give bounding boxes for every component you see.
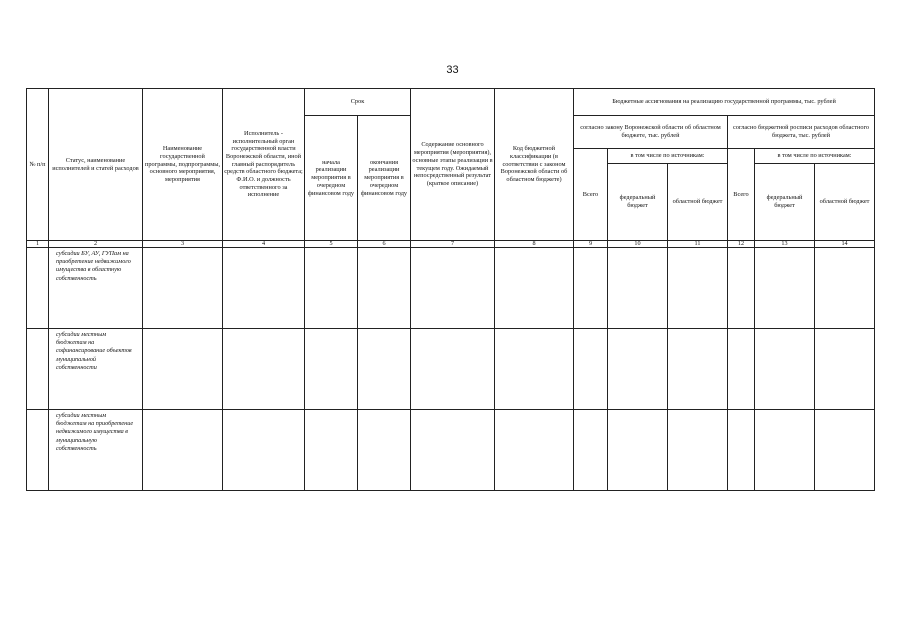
header-regional-roster: областной бюджет xyxy=(815,164,875,241)
column-number: 4 xyxy=(223,241,305,248)
column-number: 13 xyxy=(755,241,815,248)
column-number: 5 xyxy=(305,241,358,248)
table-cell xyxy=(728,410,755,491)
header-number: № п/п xyxy=(27,89,49,241)
header-federal-roster: федеральный бюджет xyxy=(755,164,815,241)
table-row xyxy=(27,248,875,329)
header-status: Статус, наименование исполнителей и статей расходов xyxy=(49,89,143,241)
column-number: 8 xyxy=(495,241,574,248)
table-cell xyxy=(815,329,875,410)
column-number: 1 xyxy=(27,241,49,248)
header-content: Содержание основного мероприятия (мероприятия), основные этапы реализации в текущем году. Ожидаемый непосредственный результат (краткое описание) xyxy=(411,89,495,241)
table-cell xyxy=(815,410,875,491)
header-budget-code: Код бюджетной классификации (в соответствии с законом Воронежской области об областном бюджете) xyxy=(495,89,574,241)
table-cell xyxy=(305,329,358,410)
table-cell xyxy=(223,329,305,410)
column-number: 6 xyxy=(358,241,411,248)
table-cell xyxy=(755,248,815,329)
header-by-roster: согласно бюджетной росписи расходов областного бюджета, тыс. рублей xyxy=(728,116,875,149)
header-total-roster: Всего xyxy=(728,149,755,241)
table-cell xyxy=(143,329,223,410)
table-cell xyxy=(495,248,574,329)
column-number: 7 xyxy=(411,241,495,248)
table-row xyxy=(27,329,875,410)
row-label: субсидии местным бюджетам на приобретение недвижимого имущества в муниципальную собственность xyxy=(49,410,143,491)
column-number: 10 xyxy=(608,241,668,248)
table-row xyxy=(27,410,875,491)
header-federal-law: федеральный бюджет xyxy=(608,164,668,241)
table-cell xyxy=(495,410,574,491)
header-budget-allocations: Бюджетные ассигнования на реализацию государственной программы, тыс. рублей xyxy=(574,89,875,116)
header-sources-law: в том числе по источникам: xyxy=(608,149,728,164)
header-executor: Исполнитель - исполнительный орган государственной власти Воронежской области, иной главный распорядитель средств областного бюджета; Ф.И.О. и должность ответственного за исполнение xyxy=(223,89,305,241)
header-end: окончания реализации мероприятия в очередном финансовом году xyxy=(358,116,411,241)
header-term: Срок xyxy=(305,89,411,116)
table-cell xyxy=(223,410,305,491)
header-total-law: Всего xyxy=(574,149,608,241)
row-label: субсидии местным бюджетам на софинансирование объектов муниципальной собственности xyxy=(49,329,143,410)
table-cell xyxy=(358,248,411,329)
table-cell xyxy=(755,410,815,491)
table-cell xyxy=(305,248,358,329)
table-cell xyxy=(411,329,495,410)
table-cell xyxy=(143,248,223,329)
table-cell xyxy=(574,248,608,329)
table-cell xyxy=(755,329,815,410)
column-number: 9 xyxy=(574,241,608,248)
table-cell xyxy=(574,410,608,491)
table-cell xyxy=(358,410,411,491)
table-cell xyxy=(815,248,875,329)
table-cell xyxy=(608,248,668,329)
header-start: начала реализации мероприятия в очередном финансовом году xyxy=(305,116,358,241)
table-cell xyxy=(728,248,755,329)
table-cell xyxy=(574,329,608,410)
column-number: 14 xyxy=(815,241,875,248)
table-cell xyxy=(668,248,728,329)
budget-table xyxy=(26,88,875,491)
column-number: 3 xyxy=(143,241,223,248)
table-cell xyxy=(728,329,755,410)
table-cell xyxy=(305,410,358,491)
table-cell xyxy=(358,329,411,410)
header-program-name: Наименование государственной программы, подпрограммы, основного мероприятия, мероприятия xyxy=(143,89,223,241)
header-by-law: согласно закону Воронежской области об областном бюджете, тыс. рублей xyxy=(574,116,728,149)
table-cell xyxy=(27,248,49,329)
column-number: 11 xyxy=(668,241,728,248)
header-regional-law: областной бюджет xyxy=(668,164,728,241)
table-cell xyxy=(411,410,495,491)
column-number: 12 xyxy=(728,241,755,248)
table-cell xyxy=(608,329,668,410)
table-cell xyxy=(143,410,223,491)
table-cell xyxy=(668,329,728,410)
column-number: 2 xyxy=(49,241,143,248)
table-cell xyxy=(608,410,668,491)
table-cell xyxy=(223,248,305,329)
table-cell xyxy=(411,248,495,329)
table-cell xyxy=(27,410,49,491)
table-cell xyxy=(27,329,49,410)
page-number: 33 xyxy=(446,64,459,76)
row-label: субсидии БУ, АУ, ГУПам на приобретение недвижимого имущества в областную собственность xyxy=(49,248,143,329)
table-cell xyxy=(668,410,728,491)
table-cell xyxy=(495,329,574,410)
header-sources-roster: в том числе по источникам: xyxy=(755,149,875,164)
